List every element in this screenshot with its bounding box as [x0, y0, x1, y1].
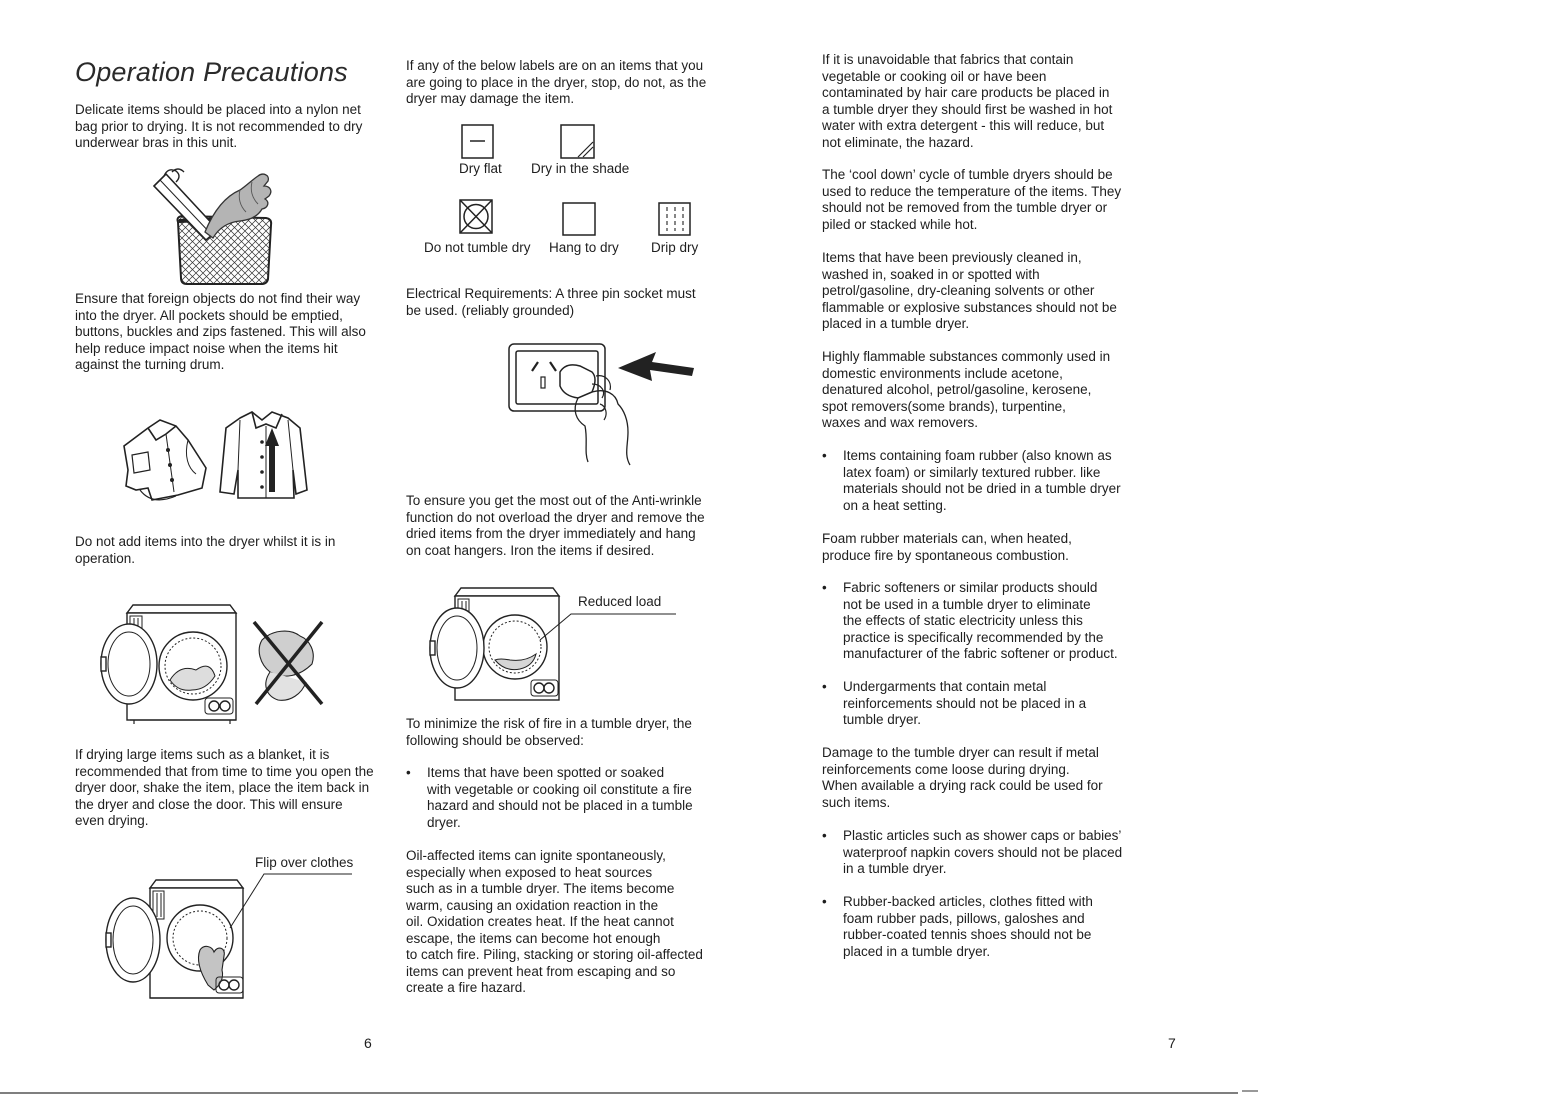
callout-flip-over-clothes: Flip over clothes: [255, 855, 354, 870]
bullet-marker: •: [822, 894, 827, 909]
socket-faceplate: [509, 344, 605, 411]
bullet-item-plastic-articles: [822, 828, 1122, 878]
bullet-marker: •: [822, 679, 827, 694]
bullet-marker: •: [406, 765, 411, 780]
page-number-right: 7: [1168, 1035, 1176, 1051]
bullet-item-undergarments: [822, 679, 1086, 729]
bullet-text: Items that have been spotted or soaked with vegetable or cooking oil constitute a fire hazard and should not be placed in a tumble dryer.: [427, 765, 693, 830]
dryer-vent: [130, 616, 142, 642]
bullet-marker: •: [822, 828, 827, 843]
dryer-drum: [483, 615, 547, 679]
dryer-knob: [209, 701, 219, 711]
drip-dry-icon: [659, 203, 690, 235]
bullet-text: Plastic articles such as shower caps or babies’ waterproof napkin covers should not be placed in a tumble dryer.: [843, 828, 1123, 876]
bullet-text: Rubber-backed articles, clothes fitted with foam rubber pads, pillows, galoshes and rubber-coated tennis shoes should not be placed in a tumble dryer.: [843, 894, 1093, 959]
paragraph-do-not-add-items: Do not add items into the dryer whilst it is in operation.: [75, 534, 336, 566]
dryer-body: [127, 613, 236, 720]
page-number-left: 6: [364, 1035, 372, 1051]
paragraph-oil-affected: Oil-affected items can ignite spontaneously, especially when exposed to heat sources such as in a tumble dryer. The items become warm, causing an oxidation reaction in the oil. Oxidation creates heat. If the heat cannot escape, the items can become hot enough to catch fire. Piling, stacking or storing oil-affected items can prevent heat from escaping and so create a fire hazard.: [406, 848, 703, 995]
bra-straps: [154, 174, 218, 240]
bullet-item-foam-rubber: [822, 448, 1121, 514]
bullet-marker: •: [822, 448, 827, 463]
callout-reduced-load: Reduced load: [578, 594, 662, 609]
care-label-dry-in-shade: Dry in the shade: [531, 161, 630, 176]
cross-out-mark: [254, 622, 322, 704]
hand: [198, 946, 224, 990]
dryer-body: [150, 888, 243, 998]
paragraph-foam-combustion: Foam rubber materials can, when heated, produce fire by spontaneous combustion.: [822, 531, 1072, 563]
paragraph-large-items: If drying large items such as a blanket, it is recommended that from time to time you open the dryer door, shake the item, place the item back in the dryer and close the door. This will ensure even drying.: [75, 747, 374, 828]
paragraph-flammable-substances: Highly flammable substances commonly used in domestic environments include acetone, denatured alcohol, petrol/gasoline, kerosene, spot removers(some brands), turpentine, waxes and wax removers.: [822, 349, 1111, 430]
net-bag-rim: [179, 219, 232, 221]
plug: [560, 365, 595, 398]
up-arrow-icon: [265, 428, 279, 492]
bullet-text: Undergarments that contain metal reinforcements should not be placed in a tumble dryer.: [843, 679, 1087, 727]
care-label-dry-flat: Dry flat: [459, 161, 502, 176]
paragraph-electrical-requirements: Electrical Requirements: A three pin socket must be used. (reliably grounded): [406, 286, 696, 318]
dry-in-shade-icon: [561, 125, 594, 158]
paragraph-fire-risk: To minimize the risk of fire in a tumble dryer, the following should be observed:: [406, 716, 692, 748]
door-handle: [101, 657, 106, 671]
shirt-front: [220, 412, 307, 498]
bullet-marker: •: [822, 580, 827, 595]
care-label-drip-dry: Drip dry: [651, 240, 699, 255]
folded-shirt: [124, 420, 206, 500]
dryer-top: [127, 605, 236, 613]
do-not-tumble-dry-icon: [460, 200, 492, 233]
dryer-body: [455, 596, 559, 700]
paragraph-metal-damage: Damage to the tumble dryer can result if metal reinforcements come loose during drying. When available a drying rack could be used for such items.: [822, 745, 1103, 810]
drum-clothes: [170, 666, 215, 690]
socket-illustration: [509, 344, 694, 465]
dryer-drum: [159, 632, 227, 700]
glove: [205, 174, 271, 238]
bullet-text: Fabric softeners or similar products should not be used in a tumble dryer to eliminate the effects of static electricity unless this practice is specifically recommended by the manufacturer of the fabric softener or product.: [843, 580, 1118, 661]
care-label-hang-to-dry: Hang to dry: [549, 240, 619, 255]
shirts-illustration: [124, 412, 307, 500]
net-bag-illustration: [154, 169, 271, 284]
hand: [575, 391, 630, 465]
bottom-rule: [0, 1091, 1258, 1093]
care-label-do-not-tumble-dry: Do not tumble dry: [424, 240, 531, 255]
clothes-items: [259, 631, 313, 700]
bullet-item-oil-soaked: [406, 765, 693, 831]
bullet-text: Items containing foam rubber (also known as latex foam) or similarly textured rubber. like materials should not be dried in a tumble dryer on a heat setting.: [843, 448, 1121, 513]
callout-leader: [540, 614, 676, 640]
dryer-drum: [167, 905, 233, 971]
paragraph-cool-down-cycle: The ‘cool down’ cycle of tumble dryers should be used to reduce the temperature of the items. They should not be removed from the tumble dryer or piled or stacked while hot.: [822, 167, 1122, 232]
dryer-door: [430, 608, 484, 688]
paragraph-care-labels-intro: If any of the below labels are on an items that you are going to place in the dryer, stop, do not, as the dryer may damage the item.: [406, 58, 707, 106]
callout-leader: [230, 874, 352, 928]
page-title: Operation Precautions: [75, 57, 348, 87]
dryer-no-adding-illustration: [101, 605, 322, 724]
bullet-item-rubber-backed: [822, 894, 1093, 960]
dry-flat-icon: [462, 125, 493, 158]
net-bag: [178, 216, 272, 284]
arrow-left-icon: [618, 352, 694, 381]
flip-clothes-dryer-illustration: [106, 874, 352, 998]
paragraph-delicate-items: Delicate items should be placed into a nylon net bag prior to drying. It is not recommended to dry underwear bras in this unit.: [75, 102, 363, 150]
paragraph-foreign-objects: Ensure that foreign objects do not find their way into the dryer. All pockets should be emptied, buttons, buckles and zips fastened. This will also help reduce impact noise when the items hit against the turning drum.: [75, 291, 366, 372]
socket-slots: [532, 362, 556, 371]
dryer-door: [106, 898, 160, 982]
dryer-door: [101, 624, 157, 704]
paragraph-anti-wrinkle: To ensure you get the most out of the Anti-wrinkle function do not overload the dryer and remove the dried items from the dryer immediately and hang on coat hangers. Iron the items if desired.: [406, 493, 705, 558]
paragraph-unavoidable-fabrics: If it is unavoidable that fabrics that contain vegetable or cooking oil or have been contaminated by hair care products be placed in a tumble dryer they should first be washed in hot water with extra detergent - this will reduce, but not eliminate, the hazard.: [822, 52, 1113, 150]
bullet-item-fabric-softeners: [822, 580, 1118, 663]
hang-to-dry-icon: [563, 203, 595, 235]
paragraph-previously-cleaned: Items that have been previously cleaned in, washed in, soaked in or spotted with petrol/gasoline, dry-cleaning solvents or other flammable or explosive substances should not be placed in a tumble dryer.: [822, 250, 1117, 331]
drum-clothes: [495, 654, 536, 670]
